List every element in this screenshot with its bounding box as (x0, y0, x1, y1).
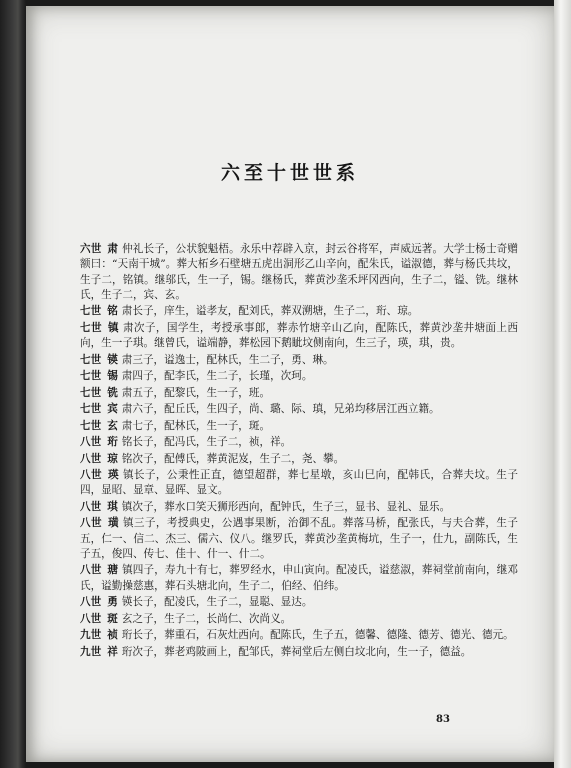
generation-label: 七世 (80, 403, 102, 416)
person-name: 锳 (107, 353, 118, 366)
entry-text: 仲礼长子，公状貌魁梧。永乐中荐辟入京，封云谷将军，声威远著。大学士杨士奇赠额曰：“天南干城”。葬大柘乡石壁塘五虎出洞形乙山辛向，配朱氏，谥淑德，葬与杨氏共坟，生子二，铭镇。继邬氏，生一子，锡。继杨氏，葬黄沙垄禾坪冈西向，生子二，镒、铣。继林氏，生子二，宾、玄。 (80, 243, 518, 301)
genealogy-entries (80, 242, 518, 661)
person-name: 镇 (107, 321, 119, 334)
generation-label: 九世 (80, 629, 102, 642)
entry-text: 肃三子，谥逸士，配林氏，生二子，勇、琳。 (121, 353, 334, 366)
generation-label: 七世 (80, 370, 102, 383)
person-name: 锡 (107, 370, 118, 383)
page-title: 六至十世世系 (220, 162, 359, 184)
page-edge (554, 0, 571, 768)
entry-text: 镇四子，寿九十有七，葬罗经水，申山寅向。配凌氏，谥慈淑，葬祠堂前南向，继邓氏，谥勤操慈惠，葬石头塘北向，生子二，伯经、伯纬。 (80, 564, 518, 592)
generation-label: 八世 (80, 500, 102, 513)
generation-label: 八世 (80, 564, 102, 577)
person-name: 祥 (107, 645, 118, 658)
entry-text: 肃五子，配黎氏，生一子，班。 (121, 386, 271, 399)
entry-text: 肃六子，配丘氏，生四子，尚、璐、际、瑱，兄弟均移居江西立籍。 (121, 403, 440, 416)
generation-label: 八世 (80, 517, 102, 530)
entry-text: 肃长子，庠生，谥孝友，配刘氏，葬双溯塘，生子二，珩、琼。 (121, 305, 419, 318)
genealogy-entry (80, 386, 518, 401)
generation-label: 八世 (80, 436, 102, 449)
generation-label: 七世 (80, 353, 102, 366)
genealogy-entry (80, 304, 518, 319)
person-name: 肃 (107, 243, 119, 255)
person-name: 勇 (107, 596, 118, 609)
person-name: 琪 (107, 500, 118, 513)
genealogy-entry (80, 612, 518, 627)
entry-text: 玄之子，生子二，长尚仁、次尚义。 (121, 612, 292, 625)
genealogy-entry (80, 419, 518, 434)
generation-label: 九世 (80, 645, 102, 658)
genealogy-entry (80, 321, 518, 352)
page-number: 83 (436, 714, 450, 725)
entry-text: 镇长子，公秉性正直，德望超群，葬七星墩，亥山巳向，配韩氏，合葬夫坟。生子四，显昭、显章、显晖、显文。 (80, 469, 518, 497)
entry-text: 珩长子，葬重石，石灰灶西向。配陈氏，生子五，德馨、德隆、德芳、德光、德元。 (121, 629, 514, 642)
person-name: 瑭 (107, 564, 119, 577)
genealogy-entry (80, 435, 518, 450)
entry-text: 肃七子，配林氏，生一子，斑。 (121, 419, 271, 432)
genealogy-entry (80, 645, 518, 660)
person-name: 宾 (107, 403, 118, 416)
entry-text: 铭次子，配傅氏，葬黄泥岌，生子二，尧、攀。 (121, 452, 345, 465)
person-name: 珩 (107, 436, 118, 449)
generation-label: 八世 (80, 452, 102, 465)
person-name: 斑 (107, 612, 118, 625)
genealogy-entry (80, 563, 518, 594)
person-name: 璜 (107, 517, 119, 530)
entry-text: 镇次子，葬水口笑天狮形西向，配钟氏，生子三，显书、显礼、显乐。 (121, 500, 451, 513)
person-name: 琼 (107, 452, 118, 465)
generation-label: 七世 (80, 386, 102, 399)
generation-label: 七世 (80, 419, 102, 432)
genealogy-entry (80, 353, 518, 368)
generation-label: 七世 (80, 305, 102, 318)
document-page (26, 6, 554, 762)
genealogy-entry (80, 369, 518, 384)
generation-label: 六世 (80, 243, 102, 255)
genealogy-entry (80, 628, 518, 643)
person-name: 玄 (107, 419, 118, 432)
genealogy-entry (80, 468, 518, 499)
genealogy-entry (80, 500, 518, 515)
person-name: 祯 (107, 629, 118, 642)
person-name: 瑛 (107, 469, 119, 482)
genealogy-entry (80, 516, 518, 562)
generation-label: 八世 (80, 612, 102, 625)
entry-text: 锳长子，配凌氏，生子二，显聪、显达。 (121, 596, 313, 609)
person-name: 铭 (107, 305, 118, 318)
person-name: 铣 (107, 386, 118, 399)
entry-text: 铭长子，配冯氏，生子二，祯，祥。 (121, 436, 292, 449)
genealogy-entry (80, 402, 518, 417)
generation-label: 八世 (80, 469, 102, 482)
entry-text: 镇三子，考授典史，公遇事果断，治御不乱。葬落马桥，配张氏，与夫合葬，生子五，仁一、信二、杰三、儒六、仪八。继罗氏，葬黄沙垄黄梅坑，生子一，仕九，副陈氏，生子五，俊四、传七、佳十、什一、什二。 (80, 517, 518, 560)
entry-text: 肃次子，国学生，考授承事郎，葬赤竹塘辛山乙向，配陈氏，葬黄沙垄井塘面上西向，生一子琪。继曾氏，谥端静，葬松园下鹅眦坟侧南向，生三子，瑛，琪，贵。 (80, 321, 518, 350)
generation-label: 七世 (80, 321, 102, 334)
genealogy-entry (80, 452, 518, 467)
entry-text: 肃四子，配李氏，生二子，长瑾，次珂。 (121, 370, 313, 383)
generation-label: 八世 (80, 596, 102, 609)
entry-text: 珩次子，葬老鸡陂画上，配邹氏，葬祠堂后左侧白坟北向，生一子，德益。 (121, 645, 472, 658)
genealogy-entry (80, 242, 518, 303)
genealogy-entry (80, 595, 518, 610)
